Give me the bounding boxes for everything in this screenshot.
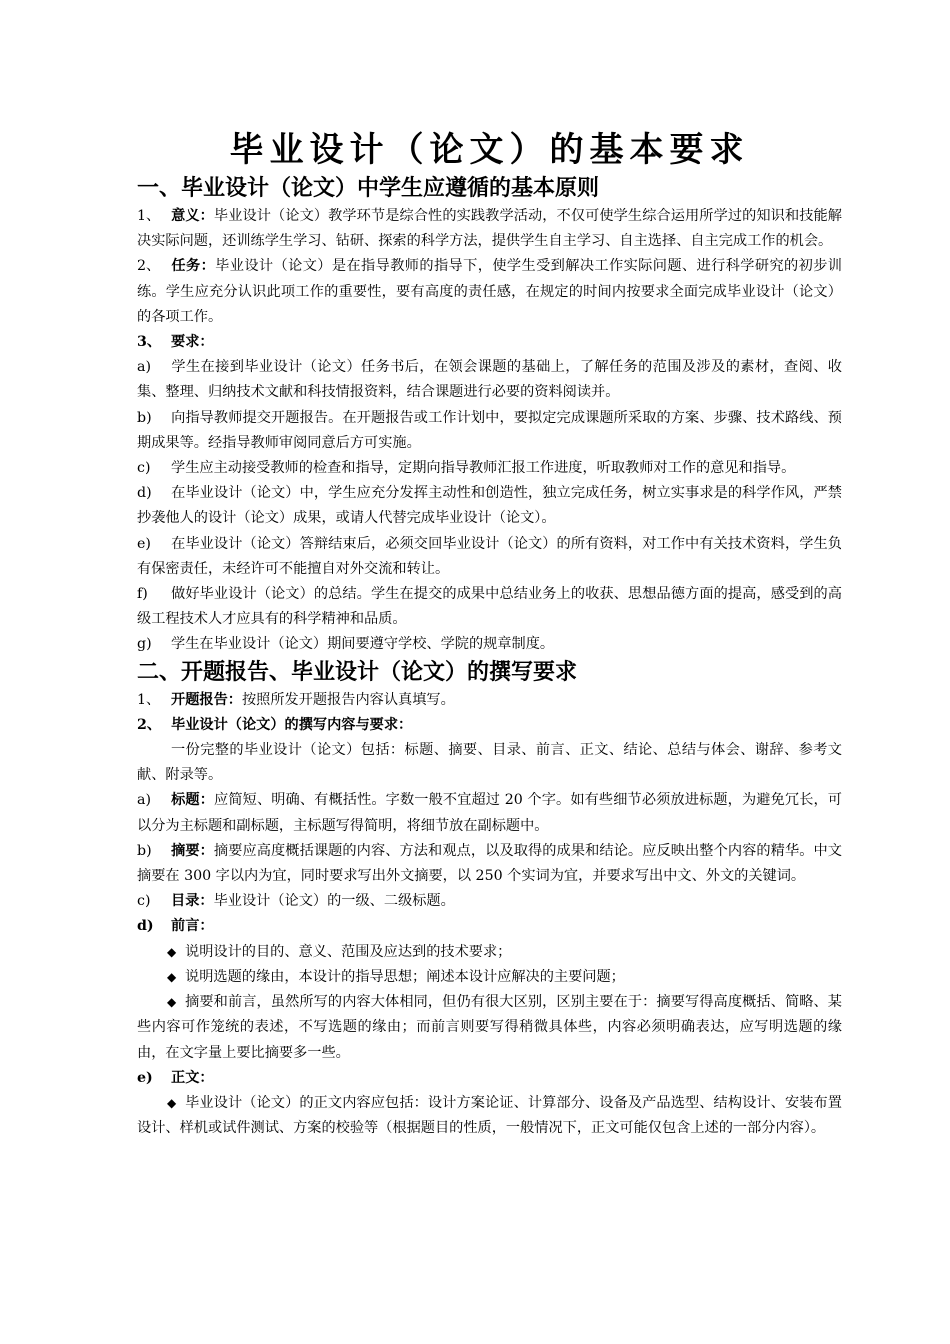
item-text: 学生应主动接受教师的检查和指导，定期向指导教师汇报工作进度，听取教师对工作的意见和指导。	[171, 460, 796, 477]
item-number: d)	[137, 918, 154, 935]
list-item	[137, 355, 842, 405]
item-number: e)	[137, 535, 151, 552]
list-item	[137, 532, 842, 582]
list-item	[137, 406, 842, 456]
paragraph-intro: 一份完整的毕业设计（论文）包括：标题、摘要、目录、前言、正文、结论、总结与体会、谢辞、参考文献、附录等。	[137, 742, 842, 784]
bullet-text: 说明设计的目的、意义、范围及应达到的技术要求；	[185, 943, 512, 960]
item-number: d)	[137, 485, 152, 502]
list-item-toc	[137, 889, 842, 914]
item-number: a)	[137, 359, 151, 376]
diamond-bullet-icon: ◆	[167, 1095, 177, 1110]
list-item	[137, 456, 842, 481]
item-label: 标题：	[171, 792, 215, 809]
item-label: 摘要：	[171, 842, 214, 859]
list-item-title	[137, 788, 842, 838]
paragraph-proposal	[137, 688, 842, 713]
item-number: c)	[137, 460, 151, 477]
item-text: 学生在接到毕业设计（论文）任务书后，在领会课题的基础上，了解任务的范围及涉及的素材，查阅、收集、整理、归纳技术文献和科技情报资料，结合课题进行必要的资料阅读并。	[137, 359, 842, 401]
item-text: 毕业设计（论文）是在指导教师的指导下，使学生受到解决工作实际问题、进行科学研究的初步训练。学生应充分认识此项工作的重要性，要有高度的责任感，在规定的时间内按要求全面完成毕业设计（论文）的各项工作。	[137, 258, 842, 325]
document-title: 毕业设计（论文）的基本要求	[229, 130, 750, 170]
bullet-item	[137, 940, 842, 965]
item-number: a)	[137, 792, 151, 809]
bullet-text: 摘要和前言，虽然所写的内容大体相同，但仍有很大区别，区别主要在于：摘要写得高度概括、简略、某些内容可作笼统的表述，不写选题的缘由；而前言则要写得稍微具体些，内容必须明确表达，应写明选题的缘由，在文字量上要比摘要多一些。	[137, 994, 842, 1061]
section-1-heading: 一、毕业设计（论文）中学生应遵循的基本原则	[137, 176, 600, 201]
list-item-abstract	[137, 839, 842, 889]
item-number: 2、	[137, 258, 161, 275]
item-text: 在毕业设计（论文）中，学生应充分发挥主动性和创造性，独立完成任务，树立实事求是的科学作风，严禁抄袭他人的设计（论文）成果，或请人代替完成毕业设计（论文）。	[137, 485, 842, 527]
item-text: 向指导教师提交开题报告。在开题报告或工作计划中，要拟定完成课题所采取的方案、步骤、技术路线、预期成果等。经指导教师审阅同意后方可实施。	[137, 409, 842, 451]
item-number: c)	[137, 893, 151, 910]
item-label: 毕业设计（论文）的撰写内容与要求：	[171, 716, 413, 733]
item-number: 2、	[137, 716, 162, 733]
list-item	[137, 582, 842, 632]
item-label: 任务：	[171, 258, 216, 275]
item-label: 要求：	[171, 334, 214, 351]
item-text: 摘要应高度概括课题的内容、方法和观点，以及取得的成果和结论。应反映出整个内容的精华。中文摘要在 300 字以内为宜，同时要求写出外文摘要，以 250 个实词为宜，并要求写出中文、外文的关键词。	[137, 842, 842, 885]
item-text: 做好毕业设计（论文）的总结。学生在提交的成果中总结业务上的收获、思想品德方面的提高，感受到的高级工程技术人才应具有的科学精神和品质。	[137, 586, 842, 628]
item-text: 学生在毕业设计（论文）期间要遵守学校、学院的规章制度。	[171, 636, 555, 653]
item-label: 目录：	[171, 893, 214, 910]
paragraph-requirements	[137, 330, 842, 355]
section-2-heading: 二、开题报告、毕业设计（论文）的撰写要求	[137, 659, 578, 685]
list-item-body	[137, 1066, 842, 1091]
bullet-text: 说明选题的缘由，本设计的指导思想；阐述本设计应解决的主要问题；	[185, 968, 625, 985]
item-text: 在毕业设计（论文）答辩结束后，必须交回毕业设计（论文）的所有资料，对工作中有关技术资料，学生负有保密责任，未经许可不能擅自对外交流和转让。	[137, 535, 842, 577]
bullet-item	[137, 965, 842, 990]
item-number: 1、	[137, 691, 161, 708]
item-text: 毕业设计（论文）的一级、二级标题。	[213, 893, 455, 910]
list-item	[137, 632, 842, 657]
bullet-item	[137, 1091, 842, 1141]
item-text: 毕业设计（论文）教学环节是综合性的实践教学活动，不仅可使学生综合运用所学过的知识和技能解决实际问题，还训练学生学习、钻研、探索的科学方法，提供学生自主学习、自主选择、自主完成工作的机会。	[137, 208, 842, 250]
item-text: 按照所发开题报告内容认真填写。	[241, 691, 455, 708]
diamond-bullet-icon: ◆	[167, 969, 177, 984]
item-number: e)	[137, 1069, 153, 1086]
item-label: 开题报告：	[171, 691, 242, 708]
bullet-item	[137, 990, 842, 1066]
bullet-text: 毕业设计（论文）的正文内容应包括：设计方案论证、计算部分、设备及产品选型、结构设计、安装布置设计、样机或试件测试、方案的校验等（根据题目的性质，一般情况下，正文可能仅包含上述的一部分内容）。	[137, 1094, 842, 1137]
list-item-preface	[137, 914, 842, 939]
list-item	[137, 481, 842, 531]
item-label: 前言：	[171, 918, 214, 935]
item-text: 应简短、明确、有概括性。字数一般不宜超过 20 个字。如有些细节必须放进标题，为避免冗长，可以分为主标题和副标题，主标题写得简明，将细节放在副标题中。	[137, 792, 842, 834]
item-number: f)	[137, 586, 148, 603]
diamond-bullet-icon: ◆	[167, 944, 177, 959]
item-number: b)	[137, 842, 152, 859]
paragraph-writing-requirements	[137, 713, 842, 738]
item-number: g)	[137, 636, 152, 653]
paragraph-meaning	[137, 204, 842, 254]
item-number: 3、	[137, 334, 162, 351]
document-page	[137, 128, 842, 1141]
diamond-bullet-icon: ◆	[167, 995, 177, 1010]
paragraph-task	[137, 254, 842, 330]
item-label: 意义：	[171, 208, 214, 224]
item-number: b)	[137, 409, 152, 426]
item-label: 正文：	[171, 1069, 214, 1086]
item-number: 1、	[137, 208, 161, 224]
